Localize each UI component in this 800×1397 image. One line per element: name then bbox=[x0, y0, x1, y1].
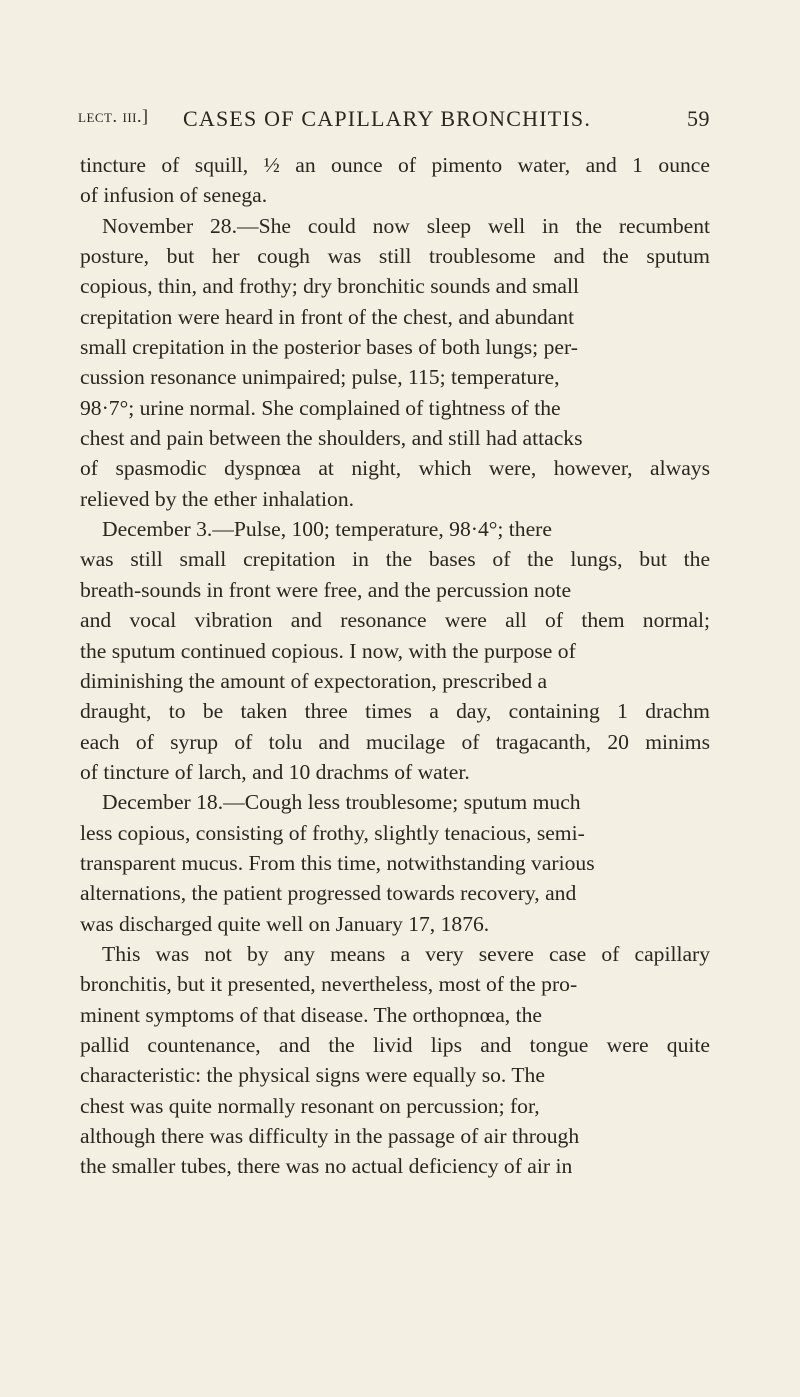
text-line: minent symptoms of that disease. The orthopnœa, the bbox=[80, 1002, 542, 1027]
text-line: November 28.—She could now sleep well in the recumbent bbox=[102, 213, 710, 238]
text-line: bronchitis, but it presented, nevertheless, most of the pro- bbox=[80, 972, 578, 997]
text-line: of spasmodic dyspnœa at night, which were, however, always bbox=[80, 456, 710, 481]
text-line: chest and pain between the shoulders, and still had attacks bbox=[80, 426, 583, 451]
text-line: of tincture of larch, and 10 drachms of water. bbox=[80, 759, 470, 784]
text-line: posture, but her cough was still troublesome and the sputum bbox=[80, 244, 710, 269]
text-line: was discharged quite well on January 17, 1876. bbox=[80, 911, 490, 936]
text-line: the smaller tubes, there was no actual deficiency of air in bbox=[80, 1154, 573, 1179]
text-line: less copious, consisting of frothy, slightly tenacious, semi- bbox=[80, 820, 585, 845]
text-line: the sputum continued copious. I now, with the purpose of bbox=[80, 638, 576, 663]
body-text bbox=[80, 150, 710, 1182]
text-line: although there was difficulty in the passage of air through bbox=[80, 1124, 580, 1148]
text-line: small crepitation in the posterior bases of both lungs; per- bbox=[80, 335, 578, 360]
text-line: copious, thin, and frothy; dry bronchitic sounds and small bbox=[80, 274, 579, 299]
text-line: alternations, the patient progressed towards recovery, and bbox=[80, 881, 577, 906]
text-line: tincture of squill, ½ an ounce of pimento water, and 1 ounce bbox=[80, 153, 710, 177]
text-line: 98·7°; urine normal. She complained of tightness of the bbox=[80, 395, 561, 420]
running-head-section: lect. iii.] bbox=[78, 106, 149, 126]
running-head-title: CASES OF CAPILLARY BRONCHITIS. bbox=[183, 106, 592, 131]
text-line: was still small crepitation in the bases of the lungs, but the bbox=[80, 547, 710, 572]
text-line: and vocal vibration and resonance were all of them normal; bbox=[80, 608, 710, 633]
text-line: each of syrup of tolu and mucilage of tragacanth, 20 minims bbox=[80, 729, 710, 754]
text-line: diminishing the amount of expectoration, prescribed a bbox=[80, 668, 548, 693]
page-number: 59 bbox=[687, 106, 710, 131]
text-line: relieved by the ether inhalation. bbox=[80, 486, 355, 511]
text-line: December 18.—Cough less troublesome; sputum much bbox=[102, 790, 581, 815]
text-line: of infusion of senega. bbox=[80, 183, 268, 208]
text-line: cussion resonance unimpaired; pulse, 115; temperature, bbox=[80, 365, 560, 390]
text-line: chest was quite normally resonant on percussion; for, bbox=[80, 1093, 540, 1118]
text-line: pallid countenance, and the livid lips and tongue were quite bbox=[80, 1032, 710, 1057]
text-line: transparent mucus. From this time, notwithstanding various bbox=[80, 850, 595, 875]
text-line: characteristic: the physical signs were equally so. The bbox=[80, 1063, 545, 1088]
running-head bbox=[78, 106, 710, 140]
text-line: draught, to be taken three times a day, containing 1 drachm bbox=[80, 699, 710, 724]
text-line: December 3.—Pulse, 100; temperature, 98·4°; there bbox=[102, 517, 552, 542]
text-line: crepitation were heard in front of the chest, and abundant bbox=[80, 304, 575, 329]
text-line: This was not by any means a very severe case of capillary bbox=[102, 941, 710, 966]
text-line: breath-sounds in front were free, and the percussion note bbox=[80, 577, 572, 602]
